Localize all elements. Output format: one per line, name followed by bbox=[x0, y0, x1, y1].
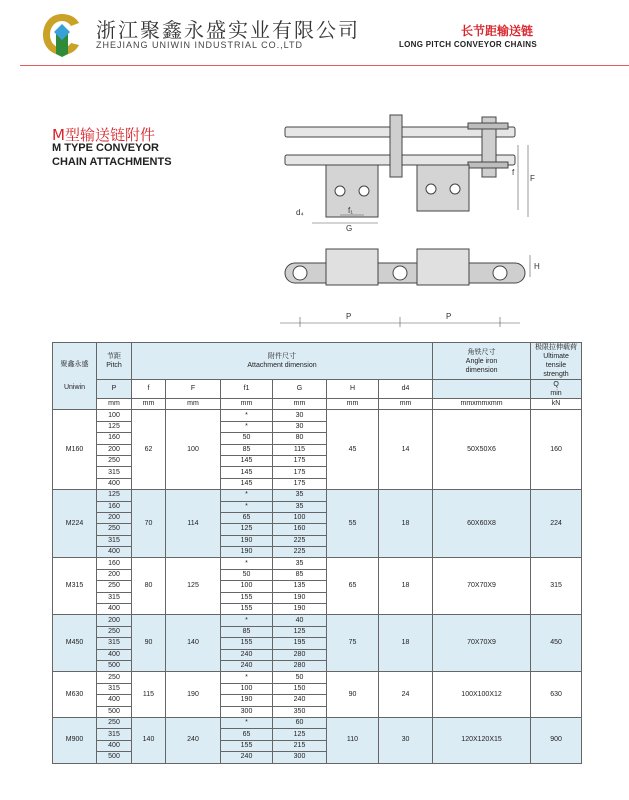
section-title-en-line1: M TYPE CONVEYOR bbox=[52, 142, 159, 154]
header-attachment: 附件尺寸 Attachment dimension bbox=[132, 343, 433, 380]
f1-cell: 125 bbox=[221, 524, 273, 535]
sym-f: f bbox=[132, 380, 166, 399]
d4-cell: 18 bbox=[379, 615, 433, 672]
header-divider bbox=[20, 65, 629, 66]
table-row bbox=[53, 672, 582, 683]
f1-cell: * bbox=[221, 717, 273, 728]
chain-attachment-drawing bbox=[260, 105, 560, 330]
G-cell: 280 bbox=[273, 649, 327, 660]
pitch-cell: 400 bbox=[97, 649, 132, 660]
unit-cell: mm bbox=[379, 399, 433, 410]
G-cell: 80 bbox=[273, 433, 327, 444]
pitch-cell: 250 bbox=[97, 524, 132, 535]
pitch-cell: 160 bbox=[97, 433, 132, 444]
header-brand: 聚鑫永盛 Uniwin bbox=[53, 343, 97, 410]
section-title-cn: M型输送链附件 bbox=[52, 126, 155, 144]
pitch-cell: 200 bbox=[97, 512, 132, 523]
label-G: G bbox=[346, 224, 353, 233]
pitch-cell: 160 bbox=[97, 501, 132, 512]
pitch-cell: 315 bbox=[97, 592, 132, 603]
H-cell: 110 bbox=[327, 717, 379, 763]
angle-cell: 120X120X15 bbox=[433, 717, 531, 763]
unit-cell: mm bbox=[273, 399, 327, 410]
pitch-cell: 250 bbox=[97, 581, 132, 592]
sym-f1: f1 bbox=[221, 380, 273, 399]
F-cell: 190 bbox=[166, 672, 221, 718]
f-cell: 140 bbox=[132, 717, 166, 763]
pitch-cell: 100 bbox=[97, 410, 132, 421]
F-cell: 100 bbox=[166, 410, 221, 490]
G-cell: 190 bbox=[273, 592, 327, 603]
pitch-cell: 500 bbox=[97, 660, 132, 671]
f1-cell: * bbox=[221, 672, 273, 683]
pitch-cell: 250 bbox=[97, 717, 132, 728]
specification-table bbox=[52, 342, 582, 764]
label-f: f bbox=[512, 168, 515, 177]
sym-d4: d4 bbox=[379, 380, 433, 399]
G-cell: 135 bbox=[273, 581, 327, 592]
G-cell: 175 bbox=[273, 478, 327, 489]
angle-cell: 70X70X9 bbox=[433, 615, 531, 672]
f1-cell: * bbox=[221, 490, 273, 501]
f1-cell: 65 bbox=[221, 512, 273, 523]
f1-cell: 155 bbox=[221, 638, 273, 649]
G-cell: 175 bbox=[273, 467, 327, 478]
sym-G: G bbox=[273, 380, 327, 399]
model-cell: M630 bbox=[53, 672, 97, 718]
label-H: H bbox=[534, 262, 540, 271]
f1-cell: 50 bbox=[221, 433, 273, 444]
model-cell: M160 bbox=[53, 410, 97, 490]
f1-cell: 240 bbox=[221, 649, 273, 660]
unit-cell: mm bbox=[97, 399, 132, 410]
f-cell: 90 bbox=[132, 615, 166, 672]
label-d4: d₄ bbox=[296, 208, 304, 217]
H-cell: 65 bbox=[327, 558, 379, 615]
angle-cell: 60X60X8 bbox=[433, 490, 531, 558]
F-cell: 114 bbox=[166, 490, 221, 558]
unit-cell: mmxmmxmm bbox=[433, 399, 531, 410]
F-cell: 125 bbox=[166, 558, 221, 615]
angle-cell: 50X50X6 bbox=[433, 410, 531, 490]
G-cell: 30 bbox=[273, 410, 327, 421]
d4-cell: 30 bbox=[379, 717, 433, 763]
f1-cell: 145 bbox=[221, 467, 273, 478]
d4-cell: 24 bbox=[379, 672, 433, 718]
f1-cell: 190 bbox=[221, 547, 273, 558]
G-cell: 30 bbox=[273, 421, 327, 432]
pitch-cell: 315 bbox=[97, 467, 132, 478]
company-name-en: ZHEJIANG UNIWIN INDUSTRIAL CO.,LTD bbox=[96, 40, 304, 50]
F-cell: 240 bbox=[166, 717, 221, 763]
header-tensile: 极限拉伸载荷 Ultimate tensile strength bbox=[531, 343, 582, 380]
H-cell: 55 bbox=[327, 490, 379, 558]
pitch-cell: 125 bbox=[97, 421, 132, 432]
f-cell: 115 bbox=[132, 672, 166, 718]
G-cell: 175 bbox=[273, 455, 327, 466]
unit-cell: mm bbox=[132, 399, 166, 410]
G-cell: 350 bbox=[273, 706, 327, 717]
tensile-cell: 160 bbox=[531, 410, 582, 490]
G-cell: 35 bbox=[273, 558, 327, 569]
f1-cell: 155 bbox=[221, 604, 273, 615]
page-header bbox=[0, 0, 629, 70]
model-cell: M900 bbox=[53, 717, 97, 763]
label-P-1: P bbox=[346, 312, 352, 321]
f1-cell: * bbox=[221, 615, 273, 626]
f1-cell: 145 bbox=[221, 478, 273, 489]
pitch-cell: 400 bbox=[97, 695, 132, 706]
category-title-cn: 长节距输送链 bbox=[460, 24, 533, 38]
f-cell: 80 bbox=[132, 558, 166, 615]
G-cell: 150 bbox=[273, 683, 327, 694]
section-title-en-line2: CHAIN ATTACHMENTS bbox=[52, 156, 172, 168]
f-cell: 70 bbox=[132, 490, 166, 558]
header-angle-iron: 角铁尺寸 Angle iron dimension bbox=[433, 343, 531, 380]
pitch-cell: 315 bbox=[97, 638, 132, 649]
d4-cell: 14 bbox=[379, 410, 433, 490]
f1-cell: 85 bbox=[221, 626, 273, 637]
f1-cell: 190 bbox=[221, 695, 273, 706]
f1-cell: * bbox=[221, 421, 273, 432]
label-f1: f₁ bbox=[348, 206, 353, 215]
f1-cell: 145 bbox=[221, 455, 273, 466]
G-cell: 85 bbox=[273, 569, 327, 580]
H-cell: 75 bbox=[327, 615, 379, 672]
f1-cell: 65 bbox=[221, 729, 273, 740]
G-cell: 115 bbox=[273, 444, 327, 455]
pitch-cell: 250 bbox=[97, 455, 132, 466]
G-cell: 190 bbox=[273, 604, 327, 615]
f1-cell: * bbox=[221, 410, 273, 421]
f1-cell: 100 bbox=[221, 683, 273, 694]
model-cell: M450 bbox=[53, 615, 97, 672]
angle-cell: 70X70X9 bbox=[433, 558, 531, 615]
tensile-cell: 630 bbox=[531, 672, 582, 718]
pitch-cell: 200 bbox=[97, 569, 132, 580]
pitch-cell: 160 bbox=[97, 558, 132, 569]
f1-cell: 190 bbox=[221, 535, 273, 546]
f-cell: 62 bbox=[132, 410, 166, 490]
H-cell: 90 bbox=[327, 672, 379, 718]
pitch-cell: 500 bbox=[97, 706, 132, 717]
tensile-cell: 315 bbox=[531, 558, 582, 615]
table-row bbox=[53, 615, 582, 626]
G-cell: 280 bbox=[273, 660, 327, 671]
model-cell: M315 bbox=[53, 558, 97, 615]
G-cell: 225 bbox=[273, 547, 327, 558]
pitch-cell: 315 bbox=[97, 535, 132, 546]
table-row bbox=[53, 717, 582, 728]
unit-cell: mm bbox=[221, 399, 273, 410]
table-row bbox=[53, 490, 582, 501]
company-name-cn: 浙江聚鑫永盛实业有限公司 bbox=[96, 18, 360, 42]
label-P-2: P bbox=[446, 312, 452, 321]
pitch-cell: 500 bbox=[97, 752, 132, 763]
category-title-en: LONG PITCH CONVEYOR CHAINS bbox=[398, 40, 537, 49]
pitch-cell: 315 bbox=[97, 729, 132, 740]
tensile-cell: 900 bbox=[531, 717, 582, 763]
specification-body bbox=[53, 410, 582, 763]
pitch-cell: 400 bbox=[97, 740, 132, 751]
f1-cell: * bbox=[221, 501, 273, 512]
model-cell: M224 bbox=[53, 490, 97, 558]
G-cell: 300 bbox=[273, 752, 327, 763]
unit-cell: mm bbox=[327, 399, 379, 410]
sym-Q: Q min bbox=[531, 380, 582, 399]
G-cell: 225 bbox=[273, 535, 327, 546]
G-cell: 50 bbox=[273, 672, 327, 683]
label-F: F bbox=[530, 174, 535, 183]
angle-cell: 100X100X12 bbox=[433, 672, 531, 718]
pitch-cell: 200 bbox=[97, 444, 132, 455]
sym-P: P bbox=[97, 380, 132, 399]
G-cell: 125 bbox=[273, 626, 327, 637]
G-cell: 125 bbox=[273, 729, 327, 740]
table-row bbox=[53, 558, 582, 569]
f1-cell: 155 bbox=[221, 592, 273, 603]
G-cell: 40 bbox=[273, 615, 327, 626]
pitch-cell: 200 bbox=[97, 615, 132, 626]
f1-cell: 240 bbox=[221, 660, 273, 671]
f1-cell: 240 bbox=[221, 752, 273, 763]
tensile-cell: 450 bbox=[531, 615, 582, 672]
F-cell: 140 bbox=[166, 615, 221, 672]
G-cell: 60 bbox=[273, 717, 327, 728]
pitch-cell: 400 bbox=[97, 604, 132, 615]
H-cell: 45 bbox=[327, 410, 379, 490]
tensile-cell: 224 bbox=[531, 490, 582, 558]
f1-cell: 85 bbox=[221, 444, 273, 455]
G-cell: 160 bbox=[273, 524, 327, 535]
f1-cell: 155 bbox=[221, 740, 273, 751]
f1-cell: 50 bbox=[221, 569, 273, 580]
sym-H: H bbox=[327, 380, 379, 399]
f1-cell: 300 bbox=[221, 706, 273, 717]
pitch-cell: 250 bbox=[97, 672, 132, 683]
d4-cell: 18 bbox=[379, 558, 433, 615]
f1-cell: 100 bbox=[221, 581, 273, 592]
d4-cell: 18 bbox=[379, 490, 433, 558]
table-row bbox=[53, 410, 582, 421]
G-cell: 35 bbox=[273, 501, 327, 512]
G-cell: 35 bbox=[273, 490, 327, 501]
G-cell: 100 bbox=[273, 512, 327, 523]
company-logo-icon bbox=[40, 10, 84, 58]
pitch-cell: 315 bbox=[97, 683, 132, 694]
pitch-cell: 400 bbox=[97, 478, 132, 489]
pitch-cell: 250 bbox=[97, 626, 132, 637]
header-pitch: 节距 Pitch bbox=[97, 343, 132, 380]
pitch-cell: 400 bbox=[97, 547, 132, 558]
unit-cell: mm bbox=[166, 399, 221, 410]
sym-F: F bbox=[166, 380, 221, 399]
unit-cell: kN bbox=[531, 399, 582, 410]
pitch-cell: 125 bbox=[97, 490, 132, 501]
G-cell: 215 bbox=[273, 740, 327, 751]
f1-cell: * bbox=[221, 558, 273, 569]
sym-angle bbox=[433, 380, 531, 399]
G-cell: 195 bbox=[273, 638, 327, 649]
G-cell: 240 bbox=[273, 695, 327, 706]
